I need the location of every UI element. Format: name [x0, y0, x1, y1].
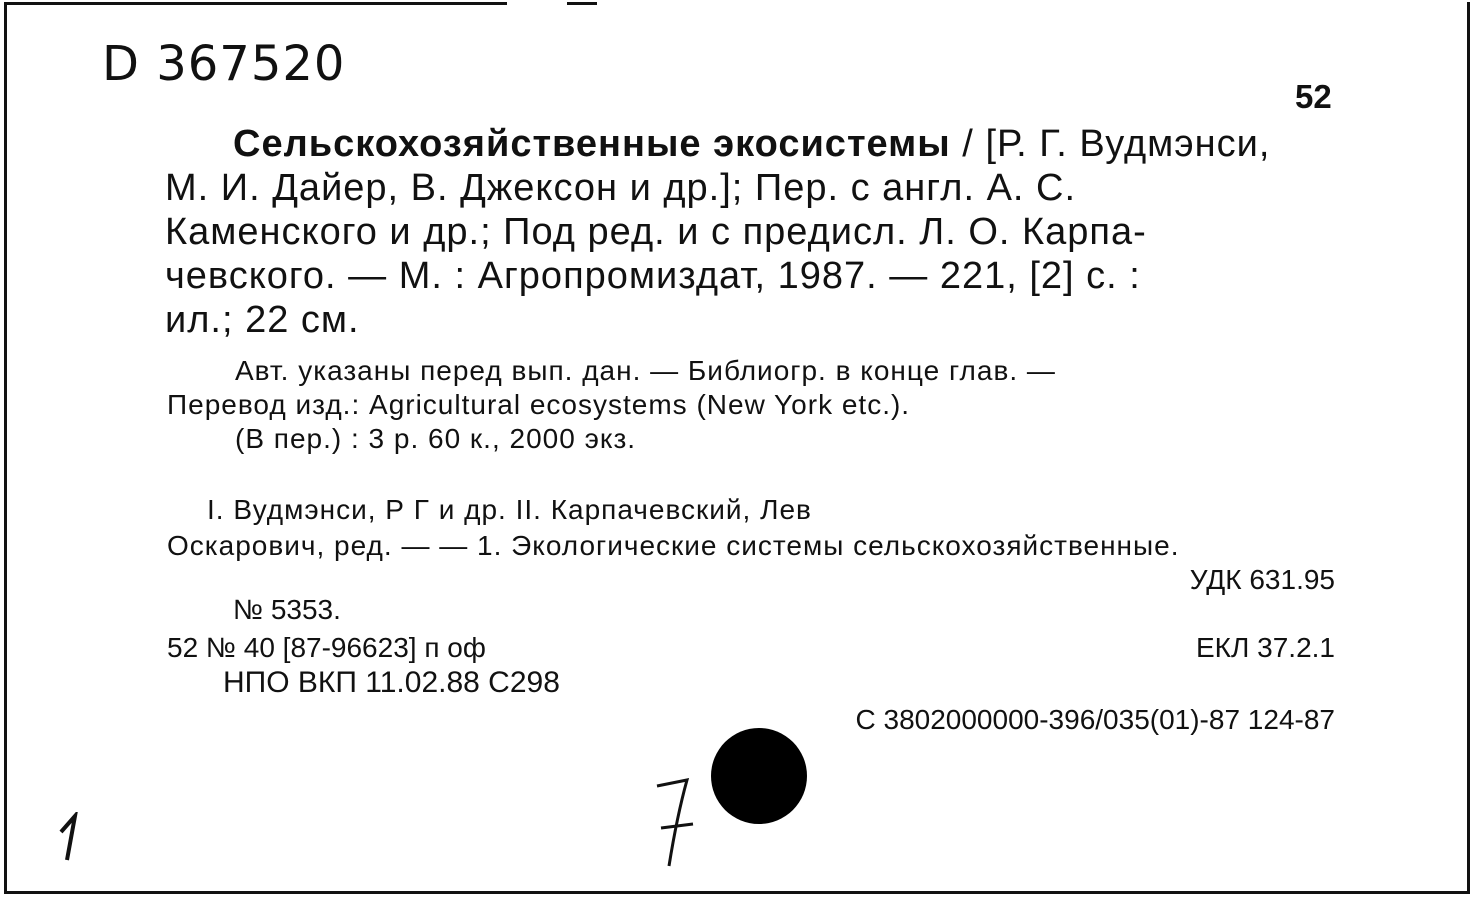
- punch-hole: [711, 728, 807, 824]
- description-line-4: чевского. — М. : Агропромиздат, 1987. — 221, [2] с. :: [165, 255, 1141, 297]
- bibliographic-description: [165, 122, 1343, 342]
- tracing-initial: Г: [413, 494, 430, 525]
- catalog-number: D 367520: [102, 36, 346, 92]
- publication-code: С 3802000000-396/035(01)-87 124-87: [855, 704, 1335, 735]
- tracing-line-1: [207, 492, 1345, 528]
- tracing-editor: и др. II. Карпачевский, Лев: [438, 494, 812, 525]
- note-line-1: Авт. указаны перед вып. дан. — Библиогр. в конце глав. —: [235, 355, 1056, 386]
- tracings-section: [167, 492, 1345, 564]
- handwritten-one-mark: [55, 812, 85, 862]
- authors-start: [Р. Г. Вудмэнси,: [985, 123, 1271, 165]
- description-line-2: М. И. Дайер, В. Джексон и др.]; Пер. с англ. А. С.: [165, 167, 1077, 209]
- book-title: Сельскохозяйственные экосистемы: [233, 123, 951, 165]
- top-edge: [7, 2, 507, 5]
- tracing-line-2: Оскарович, ред. — — 1. Экологические системы сельскохозяйственные.: [167, 530, 1180, 561]
- tracing-author: I. Вудмэнси, Р: [207, 494, 405, 525]
- ekl-code: ЕКЛ 37.2.1: [1196, 632, 1335, 663]
- handwritten-seven-mark: [647, 766, 707, 876]
- price-line: (В пер.) : 3 р. 60 к., 2000 экз.: [235, 423, 637, 454]
- printer-line: НПО ВКП 11.02.88 С298: [223, 666, 560, 699]
- note-line-2: Перевод изд.: Agricultural ecosystems (New York etc.).: [167, 389, 911, 420]
- title-separator: /: [950, 123, 986, 165]
- catalog-card: [4, 2, 1470, 894]
- udk-code: УДК 631.95: [1189, 564, 1335, 595]
- description-line-3: Каменского и др.; Под ред. и с предисл. Л. О. Карпа-: [165, 211, 1147, 253]
- title-line: [233, 122, 1343, 166]
- top-edge-fragment: [567, 2, 597, 5]
- accession-number: № 5353.: [233, 594, 341, 625]
- page-number: 52: [1295, 78, 1332, 115]
- order-line: 52 № 40 [87-96623] п оф: [167, 632, 486, 663]
- description-line-5: ил.; 22 см.: [165, 299, 360, 341]
- notes-section: [167, 354, 1345, 456]
